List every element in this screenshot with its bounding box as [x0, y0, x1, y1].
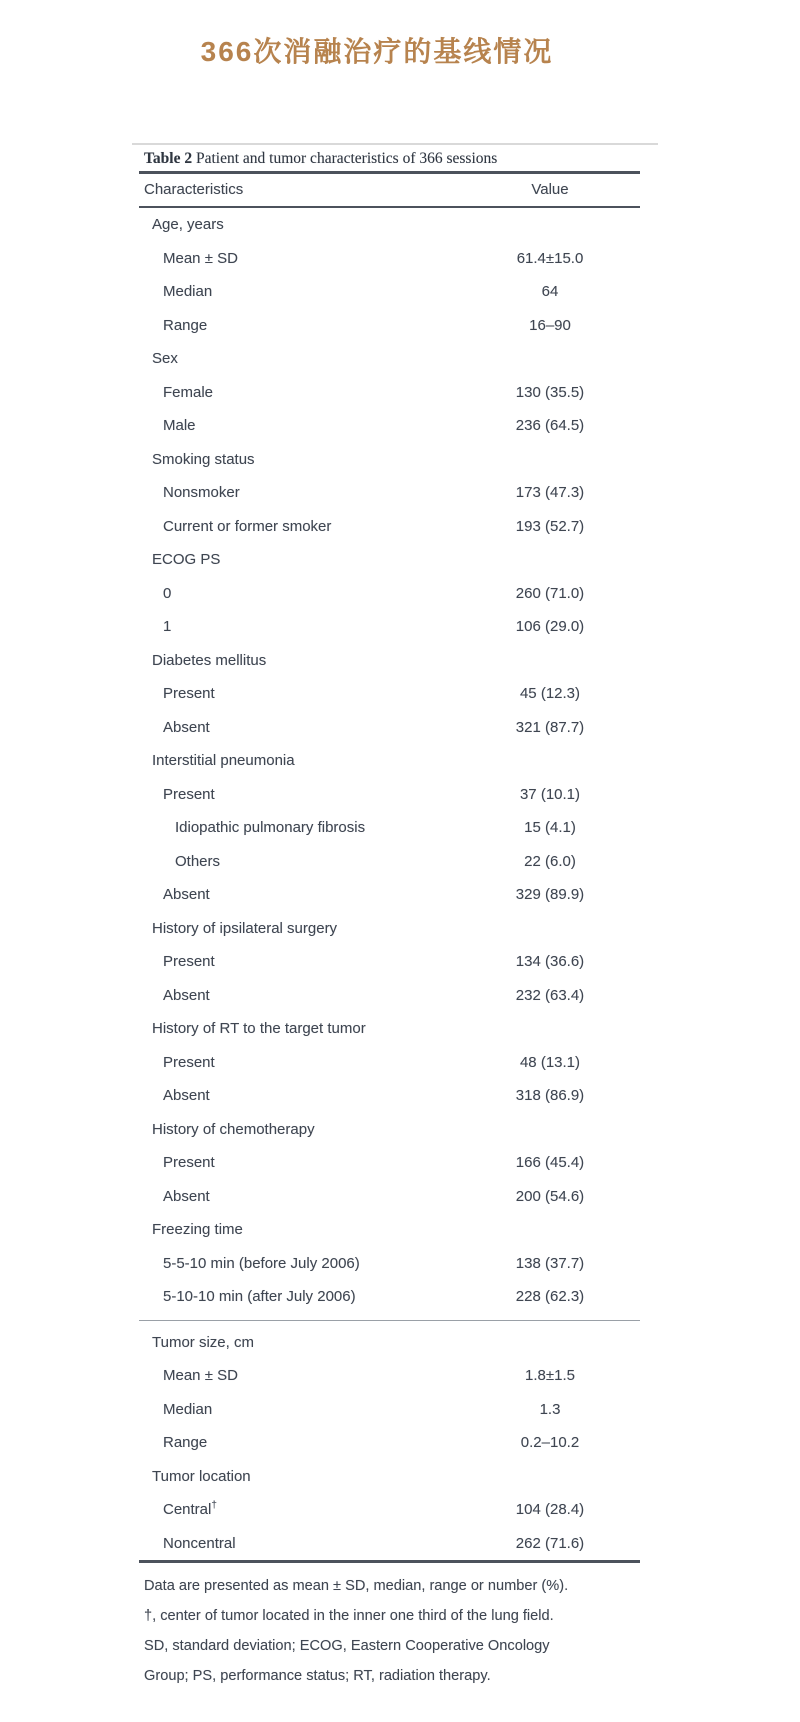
- row-value: 173 (47.3): [515, 484, 585, 502]
- row-label: Range: [163, 1434, 208, 1452]
- row-label: 0: [163, 584, 172, 602]
- table-caption: [139, 145, 640, 171]
- footnote-line-4: Group; PS, performance status; RT, radiation therapy.: [144, 1667, 491, 1684]
- table-group-row: [139, 1012, 640, 1046]
- row-label: History of RT to the target tumor: [152, 1020, 366, 1038]
- row-value: 318 (86.9): [515, 1087, 585, 1105]
- row-value: 48 (13.1): [519, 1053, 581, 1071]
- table-row: [139, 778, 640, 812]
- row-label: Current or former smoker: [163, 517, 332, 535]
- table-row: [139, 979, 640, 1013]
- table-row: [139, 1493, 640, 1527]
- table-row: [139, 376, 640, 410]
- row-label: Absent: [163, 1087, 210, 1105]
- table-row: [139, 1426, 640, 1460]
- row-label: Others: [175, 852, 221, 870]
- row-label: Present: [163, 953, 215, 971]
- row-value: 130 (35.5): [515, 383, 585, 401]
- row-label: Median: [163, 283, 213, 301]
- table-row: [139, 275, 640, 309]
- table-row: [139, 1247, 640, 1281]
- row-label: Tumor size, cm: [152, 1333, 254, 1351]
- row-label: Tumor location: [152, 1467, 251, 1485]
- row-label: Absent: [163, 986, 210, 1004]
- row-label: Male: [163, 417, 196, 435]
- dagger-mark: †: [211, 1500, 217, 1512]
- table-group-row: [139, 644, 640, 678]
- row-label: Female: [163, 383, 214, 401]
- table-group-row: [139, 543, 640, 577]
- table-group-row: [139, 1326, 640, 1360]
- table-row: [139, 1527, 640, 1561]
- table-row: [139, 577, 640, 611]
- row-value: 134 (36.6): [515, 953, 585, 971]
- row-value: 104 (28.4): [515, 1501, 585, 1519]
- table-group-row: [139, 912, 640, 946]
- table-row: [139, 409, 640, 443]
- table-group-row: [139, 1213, 640, 1247]
- row-value: 106 (29.0): [515, 618, 585, 636]
- table-row: [139, 811, 640, 845]
- row-label: Central†: [163, 1500, 217, 1519]
- row-value: 329 (89.9): [515, 886, 585, 904]
- row-label: Absent: [163, 886, 210, 904]
- row-label: History of chemotherapy: [152, 1120, 315, 1138]
- table-row: [139, 1079, 640, 1113]
- row-value: 22 (6.0): [524, 852, 576, 870]
- table-row: [139, 242, 640, 276]
- row-value: 232 (63.4): [515, 986, 585, 1004]
- row-label: Idiopathic pulmonary fibrosis: [175, 819, 366, 837]
- table-row: [139, 878, 640, 912]
- footnote-line-2: †, center of tumor located in the inner one third of the lung field.: [144, 1607, 554, 1624]
- row-value: 228 (62.3): [515, 1288, 585, 1306]
- footnote-line-3: SD, standard deviation; ECOG, Eastern Cooperative Oncology: [144, 1637, 550, 1654]
- row-label: Noncentral: [163, 1534, 236, 1552]
- table-figure: [132, 143, 658, 1691]
- row-label: Absent: [163, 718, 210, 736]
- table-group-row: [139, 443, 640, 477]
- row-value: 1.3: [539, 1400, 561, 1418]
- table-row: [139, 1046, 640, 1080]
- row-label: Present: [163, 1053, 215, 1071]
- row-value: 193 (52.7): [515, 517, 585, 535]
- row-label: Present: [163, 685, 215, 703]
- table-row: [139, 945, 640, 979]
- table-group-row: [139, 744, 640, 778]
- table-row: [139, 510, 640, 544]
- row-label: Range: [163, 316, 208, 334]
- row-label: Present: [163, 1154, 215, 1172]
- table-group-row: [139, 1460, 640, 1494]
- row-value: 200 (54.6): [515, 1187, 585, 1205]
- table-group-row: [139, 342, 640, 376]
- table-row: [139, 309, 640, 343]
- row-label: 5-5-10 min (before July 2006): [163, 1254, 360, 1272]
- row-value: 15 (4.1): [524, 819, 576, 837]
- column-header-value: Value: [531, 181, 569, 198]
- page-title: 366次消融治疗的基线情况: [200, 36, 554, 67]
- row-value: 321 (87.7): [515, 718, 585, 736]
- table-row: [139, 677, 640, 711]
- row-value: 1.8±1.5: [525, 1367, 575, 1385]
- table-footnote: [139, 1563, 640, 1691]
- row-label: Sex: [152, 350, 178, 368]
- table-row: [139, 845, 640, 879]
- row-label: Absent: [163, 1187, 210, 1205]
- row-value: 138 (37.7): [515, 1254, 585, 1272]
- row-label: Age, years: [152, 216, 224, 234]
- table-row: [139, 1180, 640, 1214]
- row-value: 16–90: [529, 316, 571, 334]
- row-value: 64: [541, 283, 559, 301]
- table-row: [139, 1393, 640, 1427]
- row-label: Smoking status: [152, 450, 255, 468]
- row-value: 236 (64.5): [515, 417, 585, 435]
- table: [139, 145, 640, 1691]
- table-group-row: [139, 1113, 640, 1147]
- row-label: Present: [163, 785, 215, 803]
- table-row: [139, 1146, 640, 1180]
- row-value: 37 (10.1): [519, 785, 581, 803]
- table-row: [139, 610, 640, 644]
- row-label: Mean ± SD: [163, 249, 238, 267]
- table-row: [139, 711, 640, 745]
- table-body: [139, 208, 640, 1560]
- row-label: ECOG PS: [152, 551, 221, 569]
- row-value: 260 (71.0): [515, 584, 585, 602]
- table-caption-text: Patient and tumor characteristics of 366 sessions: [192, 150, 498, 167]
- row-value: 61.4±15.0: [516, 249, 584, 267]
- row-value: 0.2–10.2: [520, 1434, 580, 1452]
- row-label: Median: [163, 1400, 213, 1418]
- row-label: Mean ± SD: [163, 1367, 238, 1385]
- row-label: 5-10-10 min (after July 2006): [163, 1288, 356, 1306]
- row-label: Interstitial pneumonia: [152, 752, 295, 770]
- table-row: [139, 1280, 640, 1314]
- row-value: 262 (71.6): [515, 1534, 585, 1552]
- row-value: 45 (12.3): [519, 685, 581, 703]
- table-caption-label: Table 2: [144, 150, 193, 167]
- table-section-divider: [139, 1320, 640, 1321]
- row-label: History of ipsilateral surgery: [152, 919, 338, 937]
- row-label: Diabetes mellitus: [152, 651, 267, 669]
- row-label: 1: [163, 618, 172, 636]
- table-row: [139, 476, 640, 510]
- footnote-line-1: Data are presented as mean ± SD, median, range or number (%).: [144, 1577, 569, 1594]
- row-label: Freezing time: [152, 1221, 243, 1239]
- table-header-row: [139, 174, 640, 206]
- table-group-row: [139, 208, 640, 242]
- table-row: [139, 1359, 640, 1393]
- column-header-characteristics: Characteristics: [144, 181, 244, 198]
- row-value: 166 (45.4): [515, 1154, 585, 1172]
- row-label: Nonsmoker: [163, 484, 240, 502]
